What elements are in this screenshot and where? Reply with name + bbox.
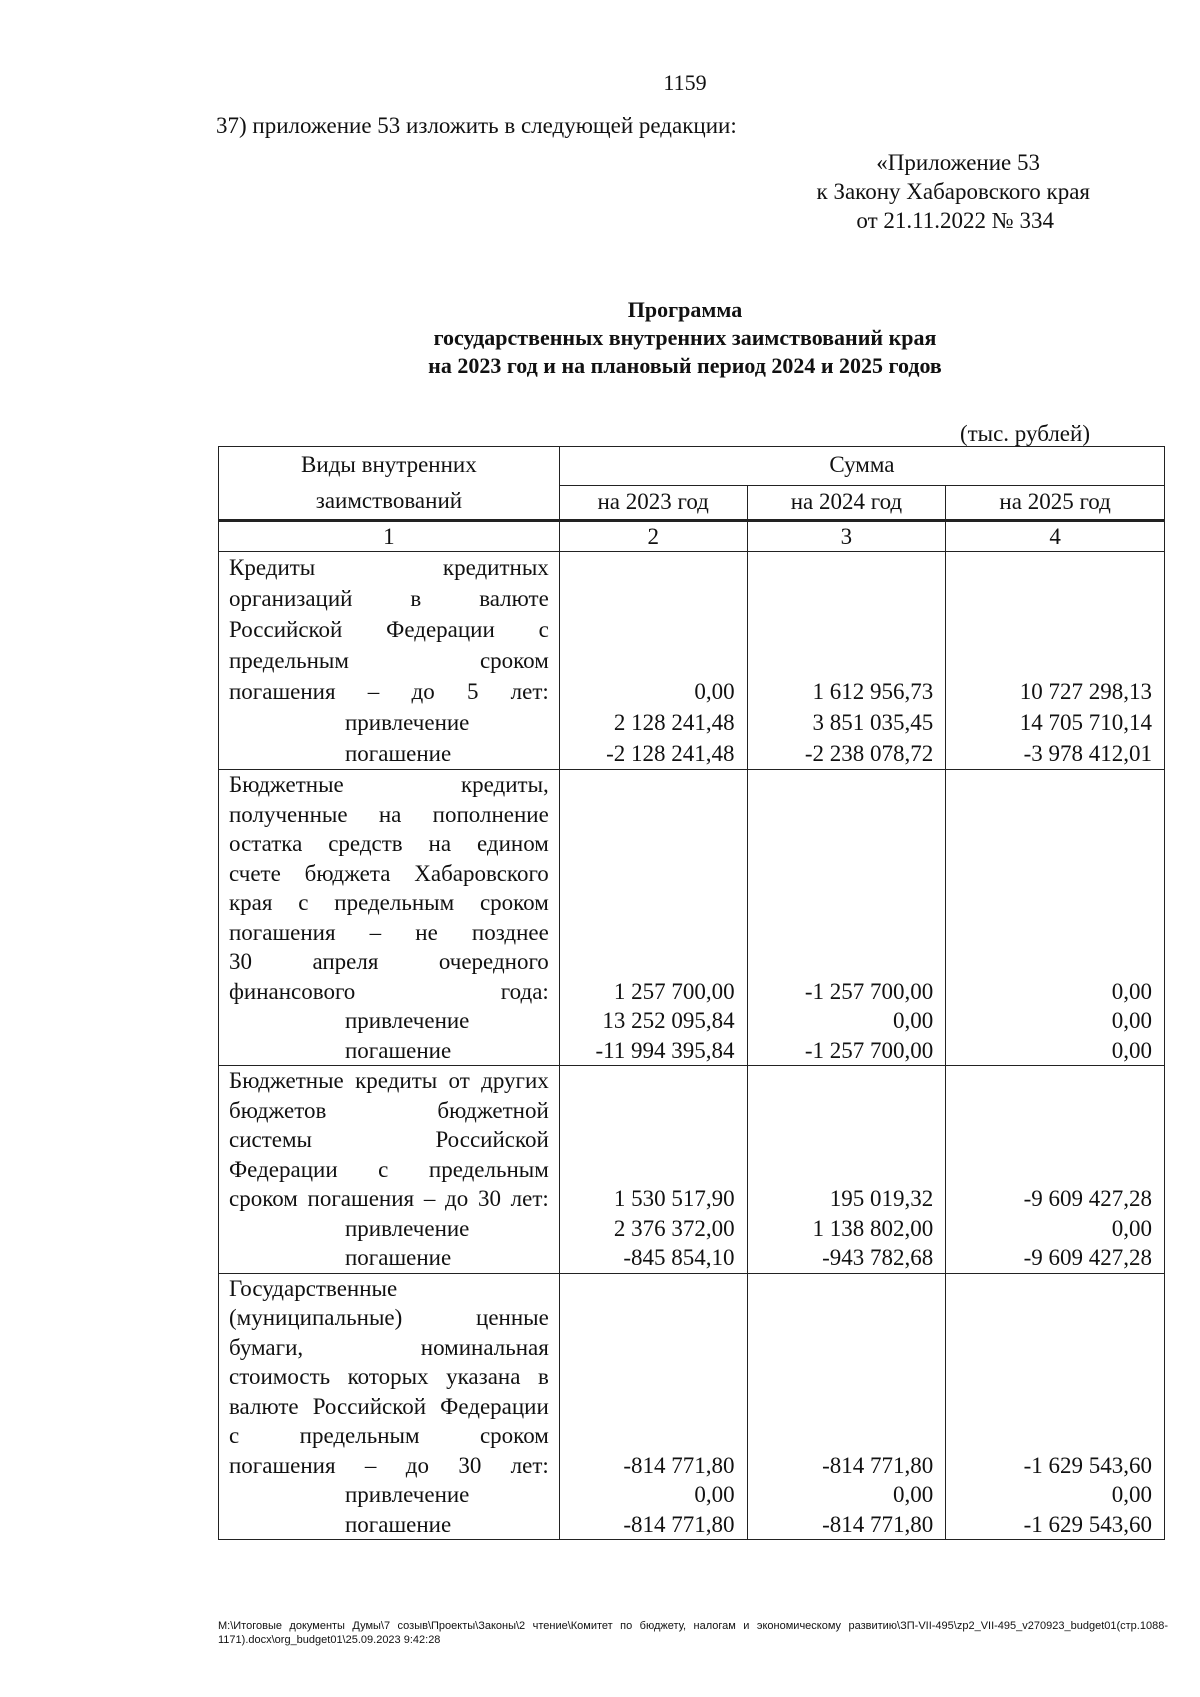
value-cell-2023: [559, 552, 747, 770]
repayment-value: -943 782,68: [822, 1245, 934, 1270]
header-kind-line-2: заимствований: [315, 488, 463, 513]
intro-text: 37) приложение 53 изложить в следующей редакции:: [216, 113, 737, 138]
attraction-value: 1 138 802,00: [812, 1215, 934, 1241]
column-number: 1: [219, 521, 560, 552]
header-year-2025: на 2025 год: [946, 485, 1165, 520]
appendix-reference: [817, 148, 1090, 235]
repayment-value: -2 128 241,48: [606, 741, 735, 766]
repayment-value: -845 854,10: [623, 1245, 735, 1270]
description-line: Бюджетные кредиты,: [229, 772, 549, 797]
value-cell-2024: [747, 1273, 946, 1540]
header-borrowing-kinds: [219, 447, 560, 521]
value-cell-2025: [946, 1273, 1165, 1540]
repayment-value: -11 994 395,84: [595, 1037, 735, 1063]
title-line-3: на 2023 год и на плановый период 2024 и 2025 годов: [428, 353, 942, 378]
appendix-line-3: от 21.11.2022 № 334: [856, 208, 1054, 233]
header-kind-line-1: Виды внутренних: [301, 452, 477, 477]
sub-label-attraction: привлечение: [345, 710, 470, 735]
total-value: -814 771,80: [623, 1452, 735, 1478]
table-row: [219, 1273, 1165, 1540]
description-line: Федерации с предельным: [229, 1156, 549, 1182]
attraction-value: 3 851 035,45: [812, 710, 934, 735]
description-line: остатка средств на едином: [229, 831, 549, 856]
repayment-value: -1 629 543,60: [1023, 1511, 1152, 1537]
description-line: полученные на пополнение: [229, 801, 549, 827]
sub-label-repayment: погашение: [345, 1245, 452, 1270]
value-cell-2023: [559, 1066, 747, 1274]
description-line: организаций в валюте: [229, 586, 549, 611]
total-value: -814 771,80: [822, 1452, 934, 1478]
total-value: 0,00: [694, 679, 735, 704]
total-value: 0,00: [1111, 978, 1152, 1004]
value-cell-2024: [747, 552, 946, 770]
column-number: 3: [747, 521, 946, 552]
description-line: с предельным сроком: [229, 1423, 549, 1448]
section-description: [219, 770, 560, 1066]
value-cell-2023: [559, 770, 747, 1066]
total-value: 1 612 956,73: [812, 679, 934, 704]
attraction-value: 14 705 710,14: [1019, 710, 1152, 735]
value-cell-2023: [559, 1273, 747, 1540]
header-sum: Сумма: [559, 447, 1164, 486]
repayment-value: -3 978 412,01: [1023, 741, 1152, 766]
description-line: края с предельным сроком: [229, 890, 549, 915]
repayment-value: -2 238 078,72: [804, 741, 934, 766]
sub-label-repayment: погашение: [345, 1511, 452, 1537]
description-line: валюте Российской Федерации: [229, 1393, 549, 1419]
total-value: 1 530 517,90: [613, 1186, 735, 1211]
value-cell-2025: [946, 1066, 1165, 1274]
repayment-value: -814 771,80: [822, 1511, 934, 1537]
sub-label-attraction: привлечение: [345, 1008, 470, 1033]
description-line: 30 апреля очередного: [229, 949, 549, 974]
sub-label-attraction: привлечение: [345, 1215, 470, 1241]
section-description: [219, 1066, 560, 1274]
value-cell-2024: [747, 1066, 946, 1274]
section-description: [219, 552, 560, 770]
description-line: бюджетов бюджетной: [229, 1097, 549, 1123]
description-line: сроком погашения – до 30 лет:: [229, 1186, 549, 1211]
description-line: стоимость которых указана в: [229, 1364, 549, 1389]
description-line: счете бюджета Хабаровского: [229, 860, 549, 886]
column-number: 2: [559, 521, 747, 552]
total-value: 1 257 700,00: [613, 978, 735, 1004]
column-number: 4: [946, 521, 1165, 552]
units-label: (тыс. рублей): [959, 421, 1090, 446]
description-line: системы Российской: [229, 1127, 549, 1152]
repayment-value: 0,00: [1111, 1037, 1152, 1063]
total-value: -1 257 700,00: [804, 978, 934, 1004]
appendix-line-1: «Приложение 53: [876, 150, 1040, 175]
repayment-value: -1 257 700,00: [804, 1037, 934, 1063]
repayment-value: -814 771,80: [623, 1511, 735, 1537]
total-value: 195 019,32: [829, 1186, 934, 1211]
attraction-value: 0,00: [893, 1482, 934, 1507]
description-line: Государственные: [229, 1275, 398, 1301]
attraction-value: 13 252 095,84: [602, 1008, 735, 1033]
description-line: Российской Федерации с: [229, 617, 549, 642]
value-cell-2025: [946, 770, 1165, 1066]
attraction-value: 0,00: [1111, 1008, 1152, 1033]
description-line: предельным сроком: [229, 648, 549, 673]
table-row: [219, 770, 1165, 1066]
attraction-value: 0,00: [1111, 1215, 1152, 1241]
file-path-footer: M:\Итоговые документы Думы\7 созыв\Проекты\Законы\2 чтение\Комитет по бюджету, налогам и экономическому развитию\ЗП-VII-495\zp2_VII-495_v270923_budget01(стр.1088-1171).docx\org_budget01\25.09.2023 9:42:28: [218, 1620, 1168, 1646]
description-line: погашения – до 30 лет:: [229, 1452, 549, 1478]
value-cell-2025: [946, 552, 1165, 770]
description-line: погашения – до 5 лет:: [229, 679, 549, 704]
sub-label-attraction: привлечение: [345, 1482, 470, 1507]
description-line: Бюджетные кредиты от других: [229, 1068, 549, 1093]
sub-label-repayment: погашение: [345, 741, 452, 766]
description-line: погашения – не позднее: [229, 919, 549, 945]
title-line-2: государственных внутренних заимствований края: [433, 325, 937, 350]
title-line-1: Программа: [627, 297, 743, 322]
value-cell-2024: [747, 770, 946, 1066]
column-number-row: [219, 521, 1165, 552]
attraction-value: 0,00: [1111, 1482, 1152, 1507]
description-line: Кредиты кредитных: [229, 555, 549, 580]
section-description: [219, 1273, 560, 1540]
attraction-value: 0,00: [893, 1008, 934, 1033]
document-title: [0, 296, 1200, 380]
description-line: финансового года:: [229, 978, 549, 1004]
table-row: [219, 1066, 1165, 1274]
header-year-2023: на 2023 год: [559, 485, 747, 520]
sub-label-repayment: погашение: [345, 1037, 452, 1063]
header-year-2024: на 2024 год: [747, 485, 946, 520]
description-line: бумаги, номинальная: [229, 1334, 549, 1360]
description-line: (муниципальные) ценные: [229, 1305, 549, 1330]
total-value: -1 629 543,60: [1023, 1452, 1152, 1478]
attraction-value: 2 376 372,00: [613, 1215, 735, 1241]
attraction-value: 2 128 241,48: [613, 710, 735, 735]
borrowing-table: [218, 446, 1165, 1540]
total-value: -9 609 427,28: [1023, 1186, 1152, 1211]
table-row: [219, 552, 1165, 770]
repayment-value: -9 609 427,28: [1023, 1245, 1152, 1270]
page-number: 1159: [663, 70, 707, 95]
total-value: 10 727 298,13: [1019, 679, 1152, 704]
attraction-value: 0,00: [694, 1482, 735, 1507]
appendix-line-2: к Закону Хабаровского края: [816, 179, 1090, 204]
